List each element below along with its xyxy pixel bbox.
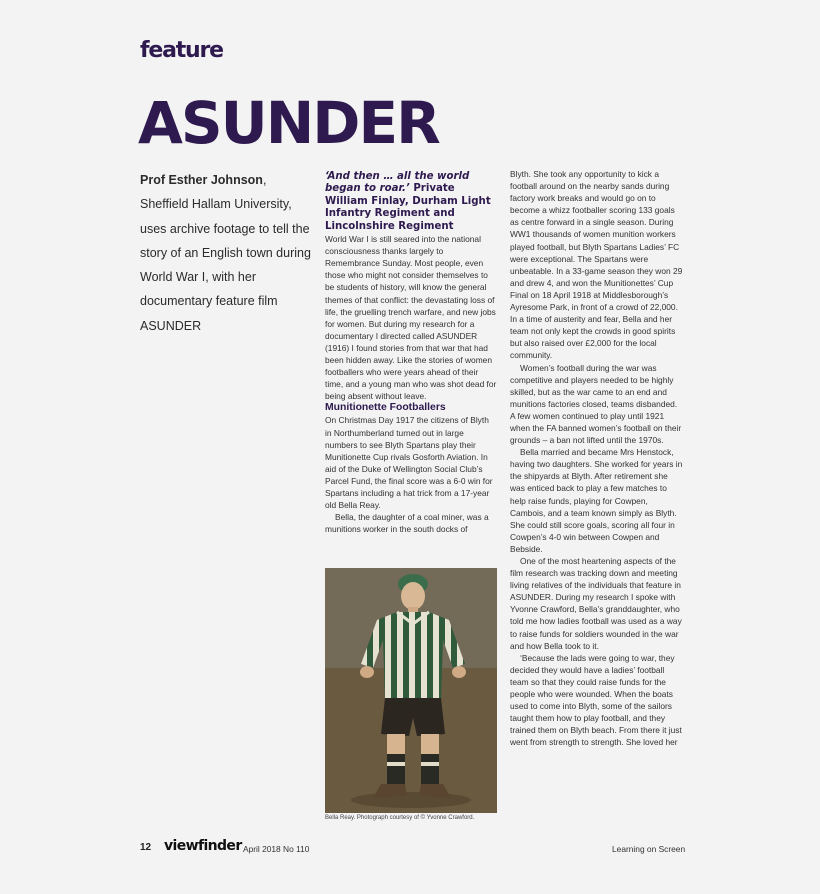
right-paragraph-3: Bella married and became Mrs Henstock, having two daughters. She worked for years in the shipyards at Blyth. After retirement she was enticed back to play a few matches to help raise funds, playing for Cowpen, Cambois, and a team known simply as Blyth. She could still score goals, scoring all four in Cowpen’s 4-0 win between Cowpen and Bebside.: [510, 447, 683, 554]
article-column-middle: [325, 171, 497, 535]
quote-heading-attribution: Private William Finlay, Durham Light Infantry Regiment and Lincolnshire Regiment: [325, 183, 491, 232]
munitionette-paragraph-1: On Christmas Day 1917 the citizens of Blyth in Northumberland turned out in large numbers to see Blyth Spartans play their Munitionette Cup rivals Gosforth Aviation. In aid of the Duke of Wellington Social Club’s Parcel Fund, the final score was a 6-0 win for Spartans including a hat trick from a 17-year old Bella Reay.: [325, 415, 493, 511]
right-paragraph-1: Blyth. She took any opportunity to kick a football around on the nearby sands during factory work breaks and would go on to become a whizz footballer scoring 133 goals as centre forward in a single season. During WW1 thousands of women munition workers played football, but Blyth Spartans Ladies’ FC were exceptional. The Spartans were unbeatable. In a 33-game season they won 29 and drew 4, and won the Munitionettes’ Cup Final on 18 April 1918 at Middlesborough’s Ayresome Park, in front of a crowd of 22,000. In a time of austerity and fear, Bella and her team not only kept the crowds in good spirits but also raised over £2,000 for the local community.: [510, 169, 683, 361]
author-name: Prof Esther Johnson: [140, 173, 263, 187]
standfirst: [140, 168, 312, 338]
bella-reay-photo: [325, 568, 497, 813]
right-paragraph-5: ‘Because the lads were going to war, they decided they would have a ladies’ football team so that they could raise funds for the people who were wounded. When the boats used to come into Blyth, some of the sailors taught them how to play football, and they trained them on Blyth beach. From there it just went from strength to strength. She loved her: [510, 652, 682, 748]
subheading-munitionette: Munitionette Footballers: [325, 402, 446, 414]
standfirst-text: , Sheffield Hallam University, uses archive footage to tell the story of an English town during World War I, with her documentary feature film ASUNDER: [140, 173, 311, 333]
right-paragraph-4: One of the most heartening aspects of the film research was tracking down and meeting living relatives of the individuals that feature in ASUNDER. During my research I spoke with Yvonne Crawford, Bella’s granddaughter, who told me how ladies football was used as a way to raise funds for soldiers wounded in the war and how Bella took to it.: [510, 556, 682, 651]
munitionette-paragraph-2: Bella, the daughter of a coal miner, was a munitions worker in the south docks of: [325, 512, 489, 535]
footballer-illustration: [325, 568, 497, 813]
magazine-name: viewfinder: [164, 838, 242, 854]
footer-section-name: Learning on Screen: [612, 844, 686, 854]
article-column-right: [510, 168, 683, 749]
section-label: feature: [140, 38, 223, 63]
quote-heading: [325, 171, 497, 233]
page-number: 12: [140, 842, 152, 853]
article-title: ASUNDER: [138, 89, 439, 157]
intro-paragraph: World War I is still seared into the national consciousness thanks largely to Remembrance Sunday. Most people, even those who might not consider themselves to be students of history, will know the general themes of that conflict: the devastating loss of life, the gruelling trench warfare, and new jobs for women. But during my research for a documentary I directed called ASUNDER (1916) I found stories from that war that had been hidden away. Like the stories of women footballers who were years ahead of their time, and a young man who was shot dead for being absent without leave.: [325, 234, 497, 402]
issue-info: April 2018 No 110: [243, 844, 310, 854]
photo-caption: Bella Reay. Photograph courtesy of © Yvonne Crawford.: [325, 815, 475, 821]
quote-heading-quote: ‘And then … all the world began to roar.’: [325, 171, 470, 195]
right-paragraph-2: Women’s football during the war was competitive and players needed to be highly skilled, but as the war came to an end and munitions factories closed, teams disbanded. A few women continued to play until 1921 when the FA banned women’s football on their grounds – a ban not lifted until the 1970s.: [510, 362, 682, 446]
